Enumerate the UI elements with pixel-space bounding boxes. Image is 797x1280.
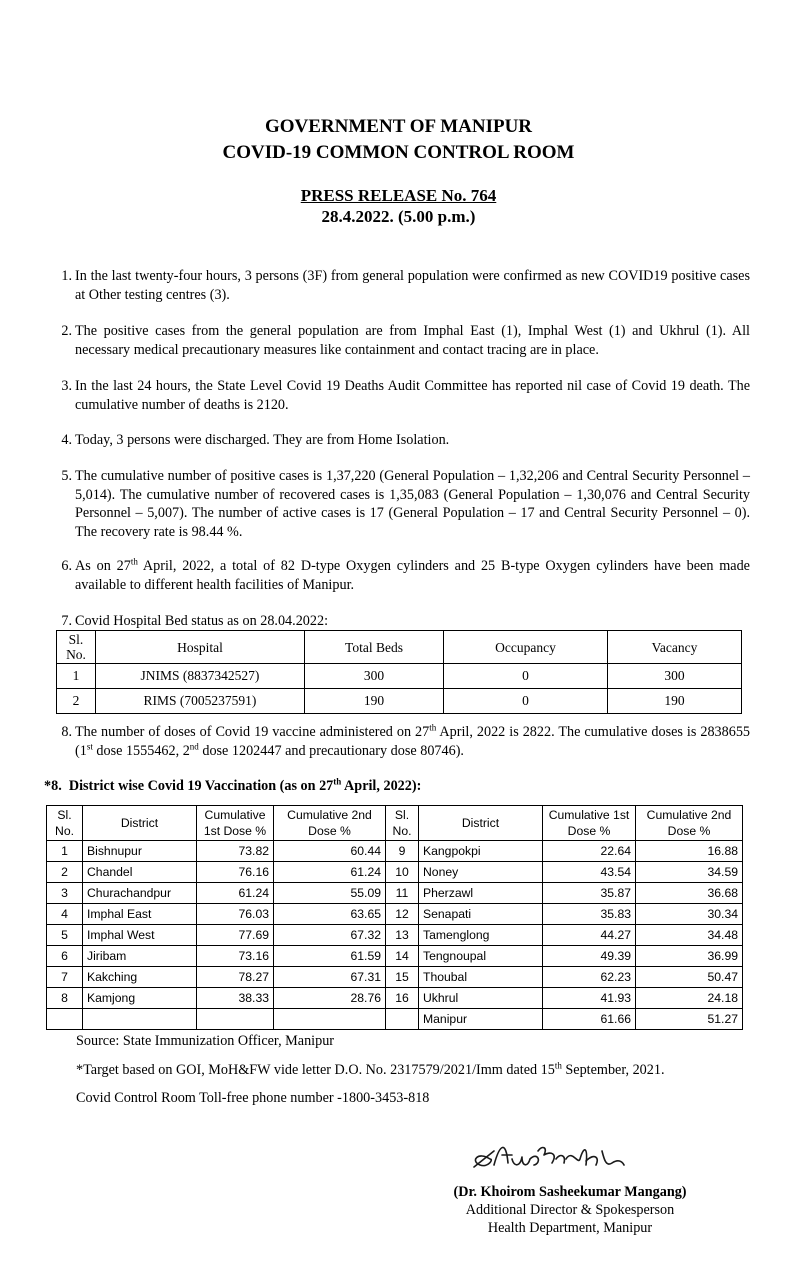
table-cell: 5 (47, 925, 83, 946)
table-cell: 35.87 (543, 883, 636, 904)
table-cell: 3 (47, 883, 83, 904)
table-cell: Manipur (419, 1009, 543, 1030)
table-cell: 61.59 (274, 946, 386, 967)
table-cell: 35.83 (543, 904, 636, 925)
table-cell: 300 (305, 664, 444, 689)
item-5: 5. The cumulative number of positive cases is 1,37,220 (General Population – 1,32,206 and Central Security Personnel – 5,014). The cumulative number of recovered cases is 1,35,083 (General Population – 1,30,076 and Central Security Personnel – 5,007). The number of active cases is 17 (General Population – 17 and Central Security Personnel – 0). The recovery rate is 98.44 %. (61, 468, 750, 540)
signatory-title: Additional Director & Spokesperson (465, 1202, 675, 1218)
table-cell: Tamenglong (419, 925, 543, 946)
table-cell: RIMS (7005237591) (96, 689, 305, 714)
table-cell: 36.68 (636, 883, 743, 904)
table-cell: 44.27 (543, 925, 636, 946)
table-cell: 0 (444, 689, 608, 714)
table-cell: 73.82 (197, 841, 274, 862)
table-cell: 61.66 (543, 1009, 636, 1030)
table-cell: 55.09 (274, 883, 386, 904)
column-header: District (419, 806, 543, 841)
column-header: Sl. No. (57, 631, 96, 664)
table-cell: Imphal East (83, 904, 197, 925)
column-header: Total Beds (305, 631, 444, 664)
table-cell: 7 (47, 967, 83, 988)
table-cell: 9 (386, 841, 419, 862)
table-cell: Ukhrul (419, 988, 543, 1009)
column-header: Sl. No. (386, 806, 419, 841)
signatory-name: (Dr. Khoirom Sasheekumar Mangang) (453, 1184, 687, 1200)
table-cell: 50.47 (636, 967, 743, 988)
table-cell: 2 (57, 689, 96, 714)
table-cell (274, 1009, 386, 1030)
table-cell: 63.65 (274, 904, 386, 925)
table-cell: Imphal West (83, 925, 197, 946)
item-1: 1. In the last twenty-four hours, 3 persons (3F) from general population were confirmed as new COVID19 positive cases at Other testing centres (3). (61, 268, 750, 303)
table-cell: 16.88 (636, 841, 743, 862)
table-row (57, 664, 742, 689)
column-header: Cumulative 2nd Dose % (636, 806, 743, 841)
table-cell: 76.16 (197, 862, 274, 883)
table-cell: 13 (386, 925, 419, 946)
table-row (57, 689, 742, 714)
table-cell: 49.39 (543, 946, 636, 967)
table-cell: 1 (47, 841, 83, 862)
table-cell: Tengnoupal (419, 946, 543, 967)
table-cell: 190 (305, 689, 444, 714)
signature-image (468, 1137, 628, 1175)
item-2: 2. The positive cases from the general population are from Imphal East (1), Imphal West (1) and Ukhrul (1). All necessary medical precautionary measures like containment and contact tracing are in place. (61, 323, 750, 358)
table-cell (386, 1009, 419, 1030)
table-cell: 22.64 (543, 841, 636, 862)
table-cell: Pherzawl (419, 883, 543, 904)
vaccination-table (46, 805, 743, 1030)
table-cell: 34.59 (636, 862, 743, 883)
table-cell: 16 (386, 988, 419, 1009)
table-row (47, 904, 743, 925)
item-3: 3. In the last 24 hours, the State Level Covid 19 Deaths Audit Committee has reported nil case of Covid 19 death. The cumulative number of deaths is 2120. (61, 378, 750, 413)
header-government: GOVERNMENT OF MANIPUR (264, 116, 533, 137)
table-cell: 77.69 (197, 925, 274, 946)
table-cell: 30.34 (636, 904, 743, 925)
table-cell: 43.54 (543, 862, 636, 883)
table-cell: Noney (419, 862, 543, 883)
column-header: Sl. No. (47, 806, 83, 841)
table-cell: 78.27 (197, 967, 274, 988)
column-header: District (83, 806, 197, 841)
table-cell: 67.31 (274, 967, 386, 988)
target-note: *Target based on GOI, MoH&FW vide letter D.O. No. 2317579/2021/Imm dated 15th September, 2021. (76, 1060, 665, 1078)
table-cell: 12 (386, 904, 419, 925)
table-cell (47, 1009, 83, 1030)
item-6: 6. As on 27th April, 2022, a total of 82 D-type Oxygen cylinders and 25 B-type Oxygen cylinders have been made available to different health facilities of Manipur. (61, 556, 750, 593)
signatory-department: Health Department, Manipur (487, 1220, 653, 1236)
table-row (47, 1009, 743, 1030)
table-row (47, 862, 743, 883)
table-cell: 190 (608, 689, 742, 714)
table-cell: 60.44 (274, 841, 386, 862)
table-row (47, 925, 743, 946)
column-header: Occupancy (444, 631, 608, 664)
table-row (47, 946, 743, 967)
hospital-bed-table (56, 630, 742, 714)
table-cell: 300 (608, 664, 742, 689)
table-header-row (47, 806, 743, 841)
table-cell: 34.48 (636, 925, 743, 946)
table-cell: 4 (47, 904, 83, 925)
tollfree-note: Covid Control Room Toll-free phone number -1800-3453-818 (76, 1090, 430, 1106)
table-cell: 38.33 (197, 988, 274, 1009)
item-4: 4. Today, 3 persons were discharged. They are from Home Isolation. (61, 432, 450, 448)
table-cell: Jiribam (83, 946, 197, 967)
column-header: Hospital (96, 631, 305, 664)
press-release-date: 28.4.2022. (5.00 p.m.) (321, 207, 476, 226)
press-release-number: PRESS RELEASE No. 764 (300, 186, 497, 205)
vaccination-table-body (47, 841, 743, 1030)
table-cell: Churachandpur (83, 883, 197, 904)
table-row (47, 967, 743, 988)
table-cell: 67.32 (274, 925, 386, 946)
table-cell: 24.18 (636, 988, 743, 1009)
table-row (47, 841, 743, 862)
table-cell: Kamjong (83, 988, 197, 1009)
table-cell: 61.24 (197, 883, 274, 904)
table-cell: Kakching (83, 967, 197, 988)
table-row (47, 988, 743, 1009)
column-header: Cumulative 1st Dose % (543, 806, 636, 841)
table-cell: Senapati (419, 904, 543, 925)
table-cell: 41.93 (543, 988, 636, 1009)
item-8: 8. The number of doses of Covid 19 vaccine administered on 27th April, 2022 is 2822. The cumulative doses is 2838655 (1st dose 1555462, 2nd dose 1202447 and precautionary dose 80746). (61, 722, 751, 759)
table-cell: Thoubal (419, 967, 543, 988)
table-cell: 73.16 (197, 946, 274, 967)
table-cell: 62.23 (543, 967, 636, 988)
table-cell: 36.99 (636, 946, 743, 967)
table-row (47, 883, 743, 904)
table-cell: 28.76 (274, 988, 386, 1009)
table-cell: 61.24 (274, 862, 386, 883)
table-cell (83, 1009, 197, 1030)
header-control-room: COVID-19 COMMON CONTROL ROOM (222, 142, 575, 163)
item-7: 7. Covid Hospital Bed status as on 28.04.2022: (61, 613, 329, 629)
column-header: Cumulative 1st Dose % (197, 806, 274, 841)
table-cell: Kangpokpi (419, 841, 543, 862)
table-cell: 15 (386, 967, 419, 988)
table-header-row (57, 631, 742, 664)
table-cell: 6 (47, 946, 83, 967)
column-header: Cumulative 2nd Dose % (274, 806, 386, 841)
table-cell: 2 (47, 862, 83, 883)
table-cell (197, 1009, 274, 1030)
column-header: Vacancy (608, 631, 742, 664)
table-cell: 0 (444, 664, 608, 689)
table-cell: Bishnupur (83, 841, 197, 862)
table-cell: 10 (386, 862, 419, 883)
table-cell: Chandel (83, 862, 197, 883)
table-cell: 51.27 (636, 1009, 743, 1030)
table-cell: 8 (47, 988, 83, 1009)
vaccination-title: *8. District wise Covid 19 Vaccination (as on 27th April, 2022): (44, 776, 422, 794)
table-cell: JNIMS (8837342527) (96, 664, 305, 689)
table-cell: 14 (386, 946, 419, 967)
table-cell: 1 (57, 664, 96, 689)
source-note: Source: State Immunization Officer, Manipur (76, 1033, 335, 1049)
table-cell: 76.03 (197, 904, 274, 925)
table-cell: 11 (386, 883, 419, 904)
